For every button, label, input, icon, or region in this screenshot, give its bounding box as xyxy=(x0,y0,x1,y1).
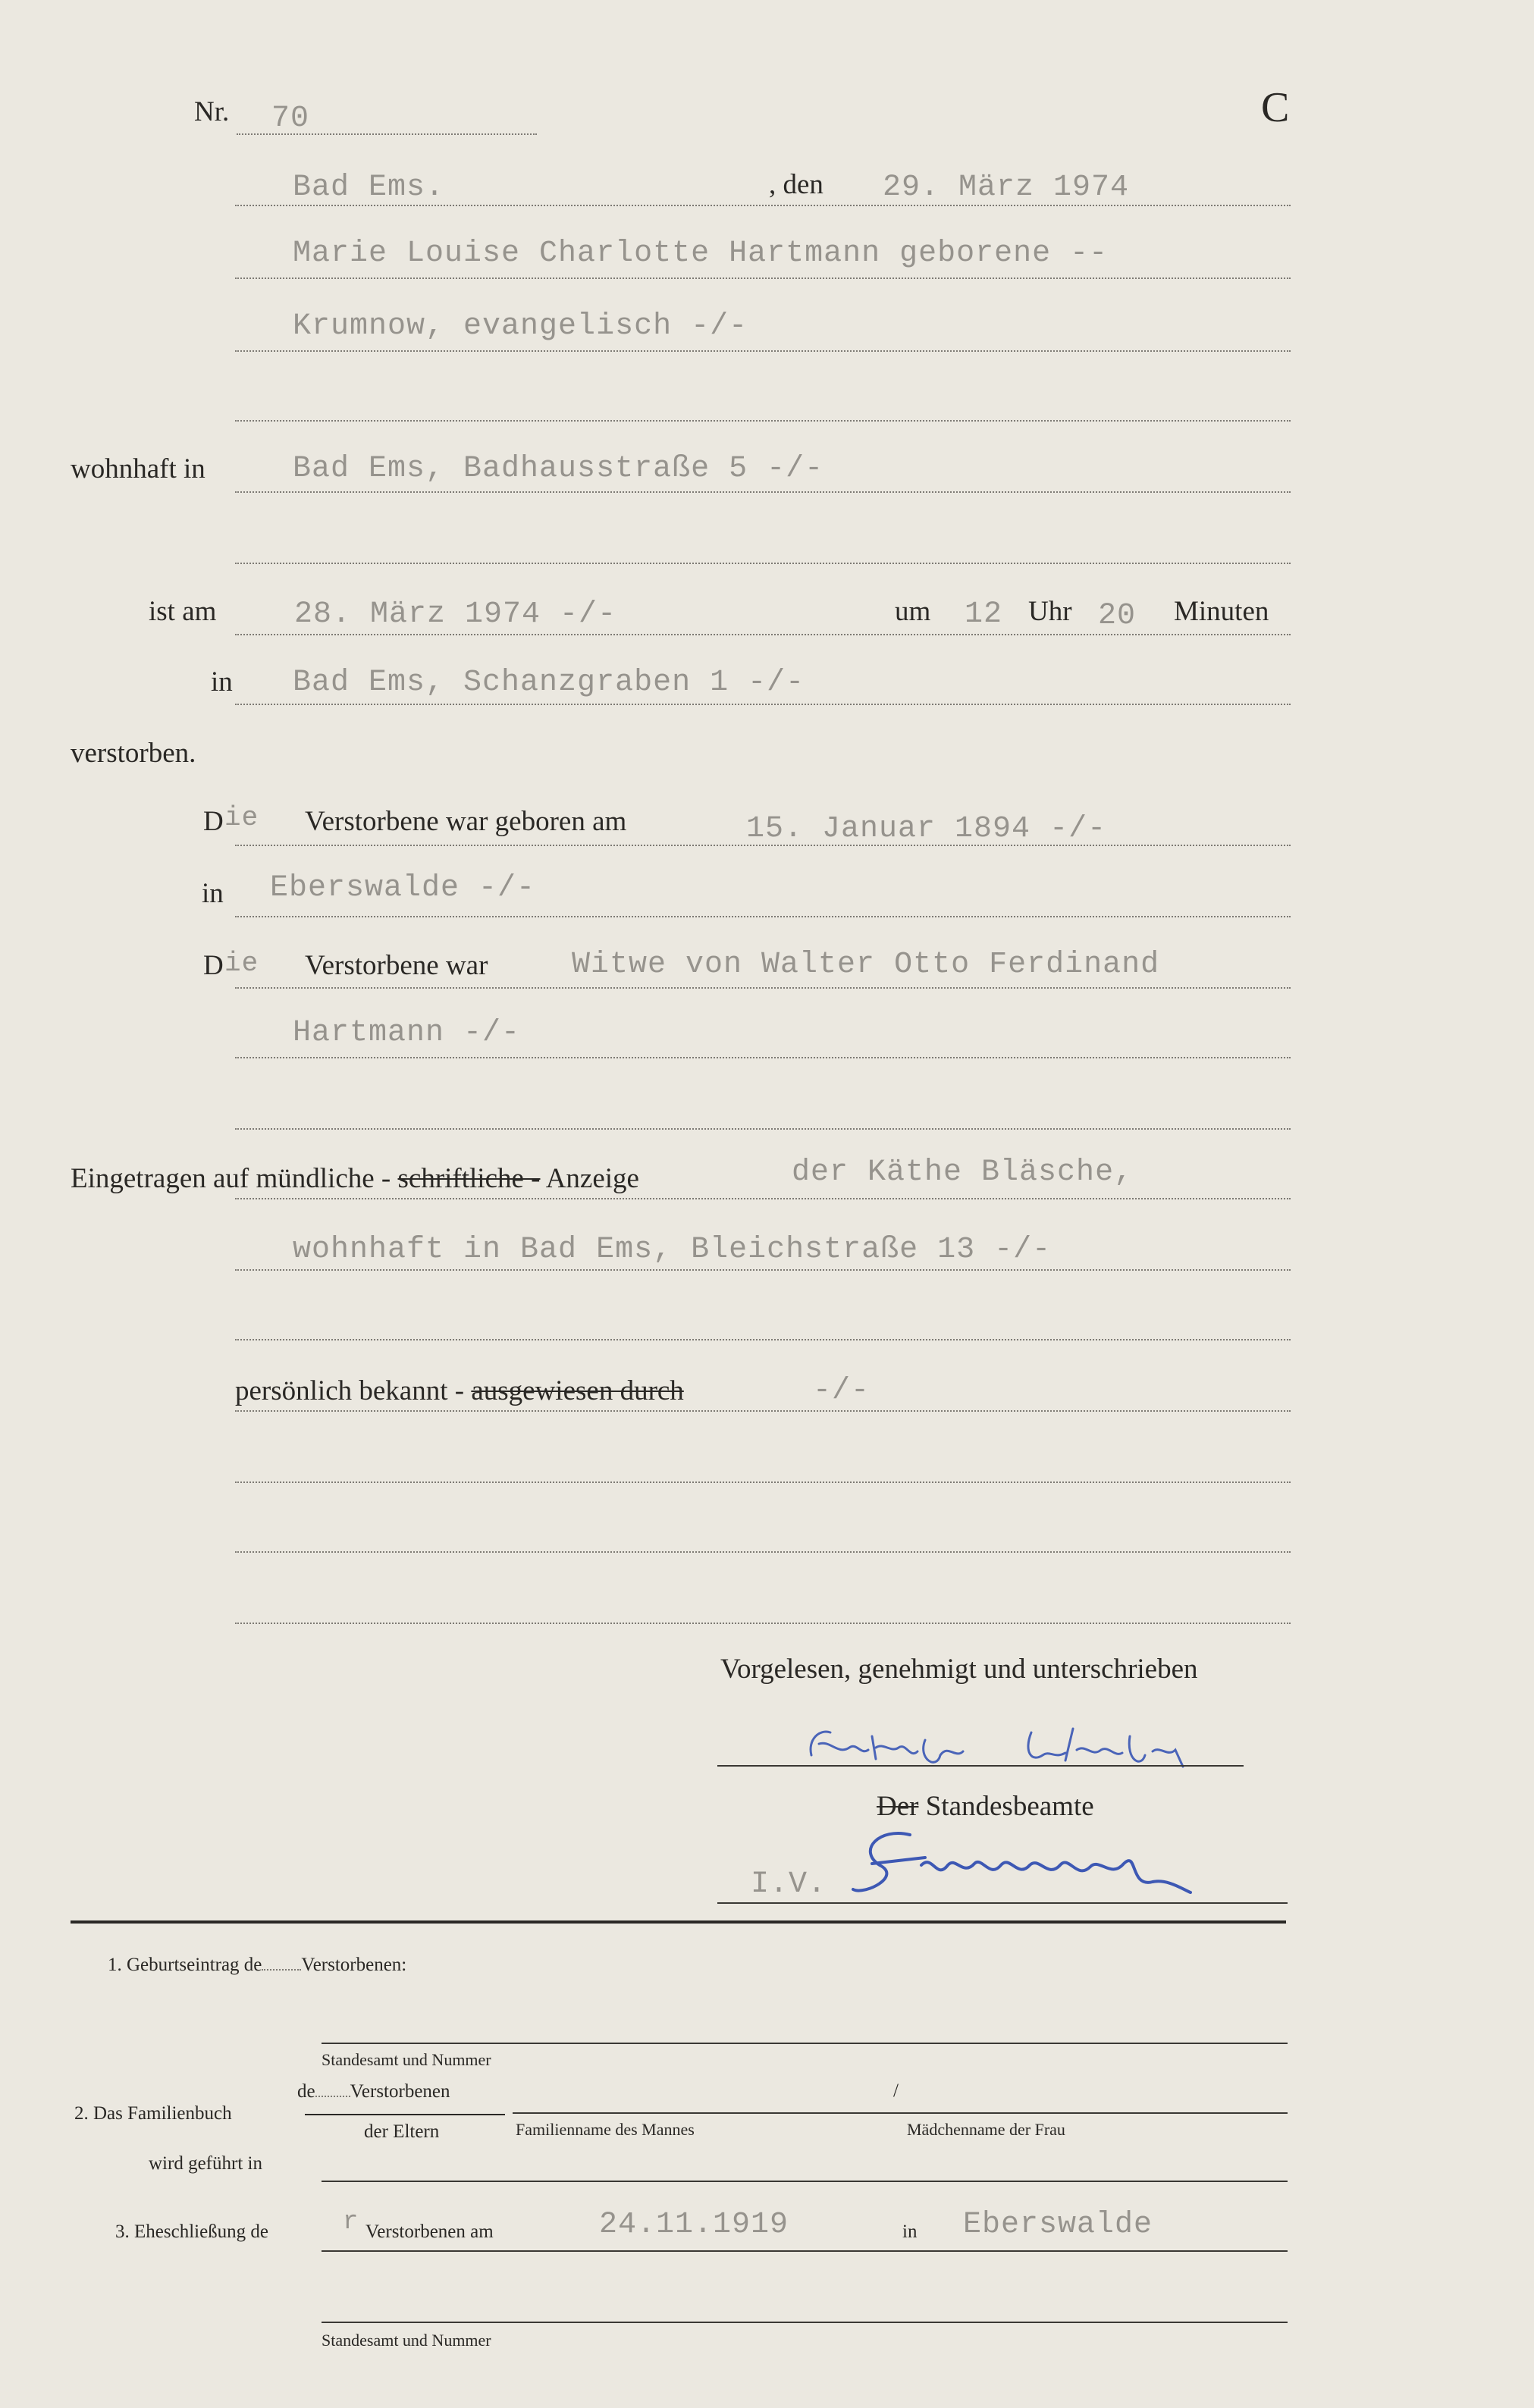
birth-place-line xyxy=(235,916,1291,917)
schriftliche-struck: schriftliche - xyxy=(397,1163,541,1194)
date-line xyxy=(235,205,1291,206)
wohnhaft-value: Bad Ems, Badhausstraße 5 -/- xyxy=(293,452,824,486)
die-suffix: ie xyxy=(224,802,259,833)
bekannt-line xyxy=(235,1410,1291,1412)
wohnhaft-label: wohnhaft in xyxy=(71,453,205,484)
bekannt-label xyxy=(235,1375,684,1407)
footer-separator xyxy=(71,1920,1286,1924)
hour-value: 12 xyxy=(965,597,1003,632)
blank-line-2 xyxy=(235,563,1291,564)
item1-dots xyxy=(262,1969,301,1971)
born-label: Verstorbene war geboren am xyxy=(305,806,627,837)
bekannt-value: -/- xyxy=(813,1374,871,1408)
uhr-label: Uhr xyxy=(1028,596,1072,627)
item3-standesamt: Standesamt und Nummer xyxy=(322,2331,491,2350)
item2-line xyxy=(513,2112,1288,2114)
status-line1: Witwe von Walter Otto Ferdinand xyxy=(572,948,1160,982)
den-label: , den xyxy=(769,169,823,200)
die-prefix: D xyxy=(203,806,224,837)
nr-label: Nr. xyxy=(194,96,230,127)
bekannt-text: persönlich bekannt - xyxy=(235,1375,472,1406)
de-dots xyxy=(315,2096,350,2097)
minuten-label: Minuten xyxy=(1174,596,1269,627)
die2-suffix: ie xyxy=(224,948,259,979)
status-line1-rule xyxy=(235,987,1291,989)
wohnhaft-line xyxy=(235,491,1291,493)
nr-line xyxy=(237,133,537,135)
death-date-line xyxy=(235,634,1291,635)
minutes-value: 20 xyxy=(1098,599,1137,633)
item3-r: r xyxy=(343,2208,359,2237)
item2-slash: / xyxy=(893,2080,899,2101)
verstorben-label: verstorben. xyxy=(71,738,196,769)
birth-place: Eberswalde -/- xyxy=(270,871,536,905)
name-line2-rule xyxy=(235,350,1291,352)
um-label: um xyxy=(895,596,931,627)
fraction-line xyxy=(305,2114,505,2115)
familienname-caption: Familienname des Mannes xyxy=(516,2120,695,2139)
date-value: 29. März 1974 xyxy=(883,171,1130,205)
informant-line2: wohnhaft in Bad Ems, Bleichstraße 13 -/- xyxy=(293,1233,1052,1267)
anzeige-text: Anzeige xyxy=(540,1163,639,1194)
name-line1: Marie Louise Charlotte Hartmann geborene -- xyxy=(293,237,1109,271)
blank-line-6 xyxy=(235,1551,1291,1553)
marriage-place: Eberswalde xyxy=(963,2208,1153,2242)
item1-text: 1. Geburtseintrag de xyxy=(108,1955,262,1975)
item3-line xyxy=(322,2250,1288,2252)
der-struck: Der xyxy=(877,1791,919,1822)
signature-line-1 xyxy=(717,1765,1244,1767)
item2-label: 2. Das Familienbuch xyxy=(74,2103,232,2124)
name-line1-rule xyxy=(235,277,1291,279)
item1-standesamt: Standesamt und Nummer xyxy=(322,2050,491,2069)
informant-signature xyxy=(804,1714,1259,1782)
iv-label: I.V. xyxy=(751,1867,827,1902)
status-label: Verstorbene war xyxy=(305,950,488,981)
name-line2: Krumnow, evangelisch -/- xyxy=(293,309,748,343)
item1-label xyxy=(108,1955,406,1976)
vorgelesen-text: Vorgelesen, genehmigt und unterschrieben xyxy=(720,1654,1198,1685)
ausgewiesen-struck: ausgewiesen durch xyxy=(471,1375,684,1406)
item1-line xyxy=(322,2043,1288,2044)
death-date: 28. März 1974 -/- xyxy=(294,597,617,632)
registrar-signature xyxy=(849,1820,1198,1903)
birth-in-label: in xyxy=(202,878,224,909)
item2-line-2 xyxy=(322,2181,1288,2182)
corner-letter: C xyxy=(1261,84,1290,131)
item1-suffix: Verstorbenen: xyxy=(301,1955,407,1975)
blank-line-4 xyxy=(235,1339,1291,1340)
death-place: Bad Ems, Schanzgraben 1 -/- xyxy=(293,666,805,700)
item3-label: 3. Eheschließung de xyxy=(115,2221,269,2242)
in-label: in xyxy=(211,666,233,698)
verstorbenen-text: Verstorbenen xyxy=(350,2081,450,2102)
die2-prefix: D xyxy=(203,950,224,981)
wird-gefuehrt: wird geführt in xyxy=(149,2153,262,2174)
death-place-line xyxy=(235,704,1291,705)
item3-suffix: Verstorbenen am xyxy=(365,2221,494,2242)
blank-line-5 xyxy=(235,1481,1291,1483)
de-text: de xyxy=(297,2081,315,2102)
birth-date-line xyxy=(235,845,1291,846)
maedchenname-caption: Mädchenname der Frau xyxy=(907,2120,1065,2139)
blank-line-1 xyxy=(235,420,1291,422)
nr-value: 70 xyxy=(271,102,310,136)
eingetragen-text: Eingetragen auf mündliche - xyxy=(71,1163,398,1194)
standesbeamte-text: Standesbeamte xyxy=(925,1791,1094,1822)
blank-line-3 xyxy=(235,1128,1291,1130)
item3-in: in xyxy=(902,2221,918,2242)
informant-line1-rule xyxy=(235,1198,1291,1199)
ist-am-label: ist am xyxy=(149,596,217,627)
item3-line-2 xyxy=(322,2322,1288,2323)
status-line2: Hartmann -/- xyxy=(293,1016,521,1050)
der-label xyxy=(877,1790,1094,1823)
de-label xyxy=(297,2081,450,2102)
birth-date: 15. Januar 1894 -/- xyxy=(746,812,1107,846)
signature-line-2 xyxy=(717,1902,1288,1904)
blank-line-7 xyxy=(235,1623,1291,1624)
der-eltern: der Eltern xyxy=(364,2121,440,2142)
informant-line2-rule xyxy=(235,1269,1291,1271)
eingetragen-label xyxy=(71,1162,639,1195)
informant-line1: der Käthe Bläsche, xyxy=(792,1155,1134,1190)
status-line2-rule xyxy=(235,1057,1291,1058)
place-value: Bad Ems. xyxy=(293,171,445,205)
marriage-date: 24.11.1919 xyxy=(599,2208,789,2242)
